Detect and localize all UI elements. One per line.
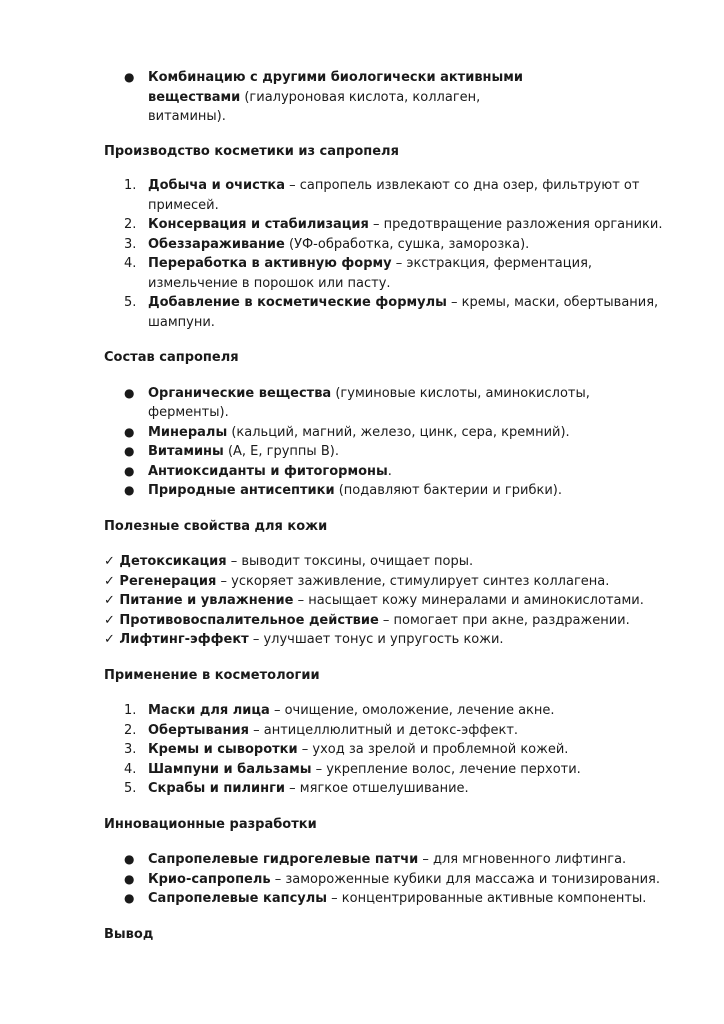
list-item bbox=[104, 889, 664, 909]
item-text: – предотвращение разложения органики. bbox=[368, 217, 663, 232]
item-bold: Минералы bbox=[148, 424, 228, 440]
item-text: – уход за зрелой и проблемной кожей. bbox=[297, 742, 569, 757]
list-item bbox=[104, 760, 664, 780]
bullet-icon: ● bbox=[124, 444, 135, 458]
section-heading-composition: Состав сапропеля bbox=[104, 350, 239, 365]
innovations-list bbox=[104, 850, 664, 909]
checkmark-icon: ✓ bbox=[104, 612, 120, 628]
list-item bbox=[104, 740, 664, 760]
composition-list bbox=[104, 384, 664, 501]
checkmark-icon: ✓ bbox=[104, 593, 120, 608]
checkmark-icon: ✓ bbox=[104, 573, 120, 589]
item-bold: Скрабы и пилинги bbox=[148, 781, 286, 796]
item-text: – для мгновенного лифтинга. bbox=[418, 852, 627, 867]
section-heading-benefits: Полезные свойства для кожи bbox=[104, 518, 328, 534]
list-item bbox=[104, 462, 664, 482]
item-text: – насыщает кожу минералами и аминокислотами. bbox=[293, 593, 644, 608]
item-bold: Органические вещества bbox=[148, 385, 332, 401]
list-item bbox=[104, 235, 664, 255]
benefits-list bbox=[104, 552, 664, 650]
document-page bbox=[104, 68, 664, 944]
item-text: (подавляют бактерии и грибки). bbox=[334, 483, 562, 498]
list-item bbox=[104, 215, 664, 235]
section-heading-production: Производство косметики из сапропеля bbox=[104, 143, 399, 159]
item-bold: Питание и увлажнение bbox=[119, 593, 294, 608]
intro-list bbox=[104, 68, 534, 127]
item-text: – экстракция, ферментация, измельчение в порошок или пасту. bbox=[148, 256, 593, 291]
item-number: 3. bbox=[124, 742, 137, 757]
bullet-icon: ● bbox=[124, 852, 135, 866]
item-text: – сапропель извлекают со дна озер, фильтруют от примесей. bbox=[148, 178, 640, 213]
item-bold: Кремы и сыворотки bbox=[148, 742, 298, 757]
section-heading-innovations: Инновационные разработки bbox=[104, 816, 317, 832]
item-text: (УФ-обработка, сушка, заморозка). bbox=[284, 236, 530, 252]
list-item bbox=[104, 870, 664, 890]
item-number: 4. bbox=[124, 256, 137, 271]
list-item bbox=[104, 481, 664, 501]
checkmark-icon: ✓ bbox=[104, 632, 120, 647]
item-text: – ускоряет заживление, стимулирует синтез коллагена. bbox=[216, 573, 610, 589]
item-text: – очищение, омоложение, лечение акне. bbox=[269, 703, 555, 718]
item-number: 4. bbox=[124, 761, 137, 777]
item-text: – замороженные кубики для массажа и тонизирования. bbox=[270, 871, 661, 887]
item-bold: Сапропелевые капсулы bbox=[148, 891, 328, 906]
bullet-icon: ● bbox=[124, 424, 135, 439]
list-item bbox=[104, 779, 664, 799]
item-text: – антицеллюлитный и детокс-эффект. bbox=[248, 722, 519, 738]
item-text: (гуминовые кислоты, аминокислоты, ферменты). bbox=[148, 385, 590, 420]
item-text: – выводит токсины, очищает поры. bbox=[226, 554, 474, 569]
list-item bbox=[104, 293, 664, 332]
item-number: 5. bbox=[124, 781, 137, 796]
list-item bbox=[104, 721, 664, 741]
item-number: 2. bbox=[124, 722, 137, 738]
list-item bbox=[104, 630, 664, 650]
item-text: – помогает при акне, раздражении. bbox=[378, 612, 630, 628]
bullet-icon: ● bbox=[124, 463, 135, 478]
item-text: – мягкое отшелушивание. bbox=[285, 781, 469, 796]
item-bold: Комбинацию с другими биологически активными веществами bbox=[148, 70, 524, 105]
item-bold: Противовоспалительное действие bbox=[119, 612, 379, 628]
item-bold: Добыча и очистка bbox=[148, 178, 286, 193]
item-text: – улучшает тонус и упругость кожи. bbox=[248, 632, 504, 647]
list-item bbox=[104, 68, 534, 127]
item-number: 3. bbox=[124, 236, 137, 252]
item-number: 1. bbox=[124, 703, 137, 718]
item-text: (гиалуроновая кислота, коллаген, витамины). bbox=[148, 89, 481, 124]
item-number: 2. bbox=[124, 217, 137, 232]
list-item bbox=[104, 384, 664, 423]
bullet-icon: ● bbox=[124, 483, 135, 497]
application-list bbox=[104, 701, 664, 799]
item-bold: Маски для лица bbox=[148, 703, 270, 718]
list-item bbox=[104, 176, 664, 215]
checkmark-icon: ✓ bbox=[104, 554, 120, 569]
item-bold: Витамины bbox=[148, 444, 224, 459]
item-bold: Консервация и стабилизация bbox=[148, 217, 369, 232]
list-item bbox=[104, 701, 664, 721]
bullet-icon: ● bbox=[124, 891, 135, 905]
item-text: . bbox=[387, 463, 392, 479]
list-item bbox=[104, 552, 664, 572]
item-bold: Природные антисептики bbox=[148, 483, 335, 498]
list-item bbox=[104, 611, 664, 631]
list-item bbox=[104, 442, 664, 462]
bullet-icon: ● bbox=[124, 871, 135, 886]
item-text: (А, Е, группы В). bbox=[223, 444, 339, 459]
item-bold: Лифтинг-эффект bbox=[119, 632, 249, 647]
list-item bbox=[104, 423, 664, 443]
item-text: – кремы, маски, обертывания, шампуни. bbox=[148, 295, 659, 330]
item-bold: Переработка в активную форму bbox=[148, 256, 392, 271]
item-text: – концентрированные активные компоненты. bbox=[327, 891, 647, 906]
item-bold: Обеззараживание bbox=[148, 236, 285, 252]
list-item bbox=[104, 572, 664, 592]
bullet-icon: ● bbox=[124, 385, 135, 400]
item-bold: Добавление в косметические формулы bbox=[148, 295, 447, 310]
section-heading-conclusion: Вывод bbox=[104, 926, 154, 942]
list-item bbox=[104, 850, 664, 870]
item-bold: Регенерация bbox=[119, 573, 217, 589]
bullet-icon: ● bbox=[124, 70, 135, 84]
item-text: – укрепление волос, лечение перхоти. bbox=[311, 761, 581, 777]
list-item bbox=[104, 254, 664, 293]
item-bold: Шампуни и бальзамы bbox=[148, 761, 312, 777]
section-heading-application: Применение в косметологии bbox=[104, 667, 320, 683]
item-bold: Обертывания bbox=[148, 722, 249, 738]
item-bold: Детоксикация bbox=[119, 554, 227, 569]
item-bold: Сапропелевые гидрогелевые патчи bbox=[148, 852, 419, 867]
list-item bbox=[104, 591, 664, 611]
item-bold: Крио-сапропель bbox=[148, 871, 271, 887]
item-bold: Антиоксиданты и фитогормоны bbox=[148, 463, 388, 479]
item-number: 1. bbox=[124, 178, 137, 193]
item-text: (кальций, магний, железо, цинк, сера, кремний). bbox=[227, 424, 570, 440]
item-number: 5. bbox=[124, 295, 137, 310]
production-list bbox=[104, 176, 664, 332]
